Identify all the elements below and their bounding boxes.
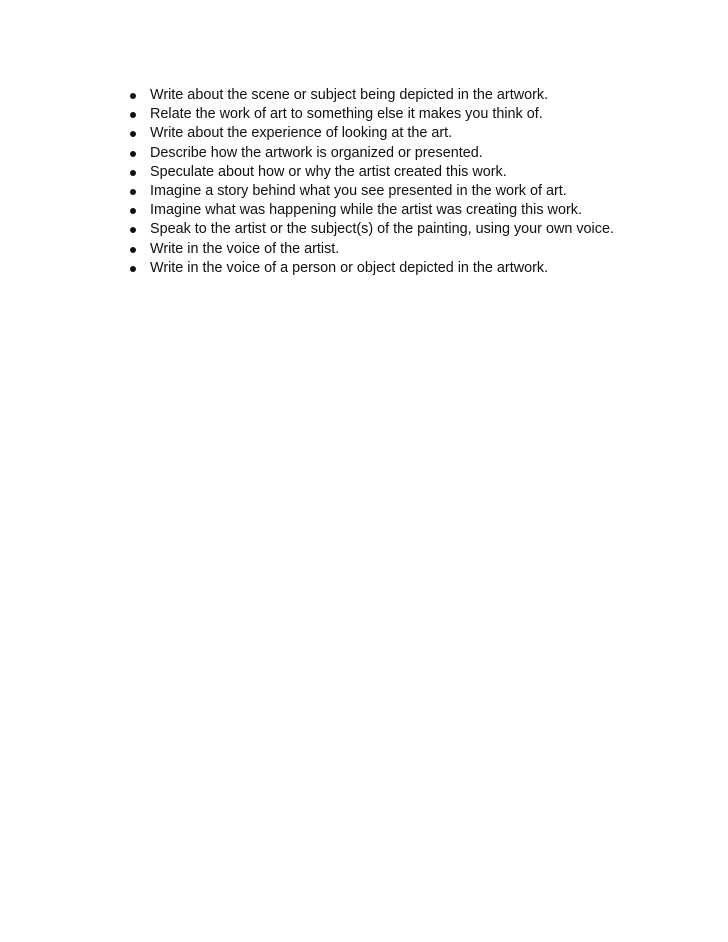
bullet-icon [130,151,136,157]
bullet-icon [130,131,136,137]
list-item [127,163,647,182]
list-item-text: Write in the voice of the artist. [150,240,340,257]
list-item-text: Write about the scene or subject being depicted in the artwork. [150,87,549,103]
bullet-icon [130,189,136,195]
list-item [127,124,647,143]
list-item [127,201,647,220]
list-item-text: Speculate about how or why the artist created this work. [150,163,507,180]
list-item [127,86,647,105]
list-item-text: Imagine a story behind what you see presented in the work of art. [150,183,567,200]
list-item [127,144,647,163]
bullet-icon [130,170,136,176]
list-item-text: Speak to the artist or the subject(s) of the painting, using your own voice. [150,221,614,238]
bullet-icon [130,266,136,272]
list-item-text: Relate the work of art to something else it makes you think of. [150,106,543,123]
list-item [127,105,647,124]
list-item-text: Write about the experience of looking at the art. [150,125,453,142]
list-item [127,182,647,201]
list-item [127,220,647,239]
list-item-text: Imagine what was happening while the artist was creating this work. [150,202,582,219]
bullet-icon [130,208,136,214]
bullet-icon [130,112,136,118]
list-item [127,259,647,278]
bullet-icon [130,93,136,99]
bullet-icon [130,247,136,253]
list-item-text: Write in the voice of a person or object depicted in the artwork. [150,259,549,276]
list-item [127,240,647,259]
bullet-list [127,86,647,278]
bullet-icon [130,227,136,233]
list-item-text: Describe how the artwork is organized or presented. [150,144,483,161]
